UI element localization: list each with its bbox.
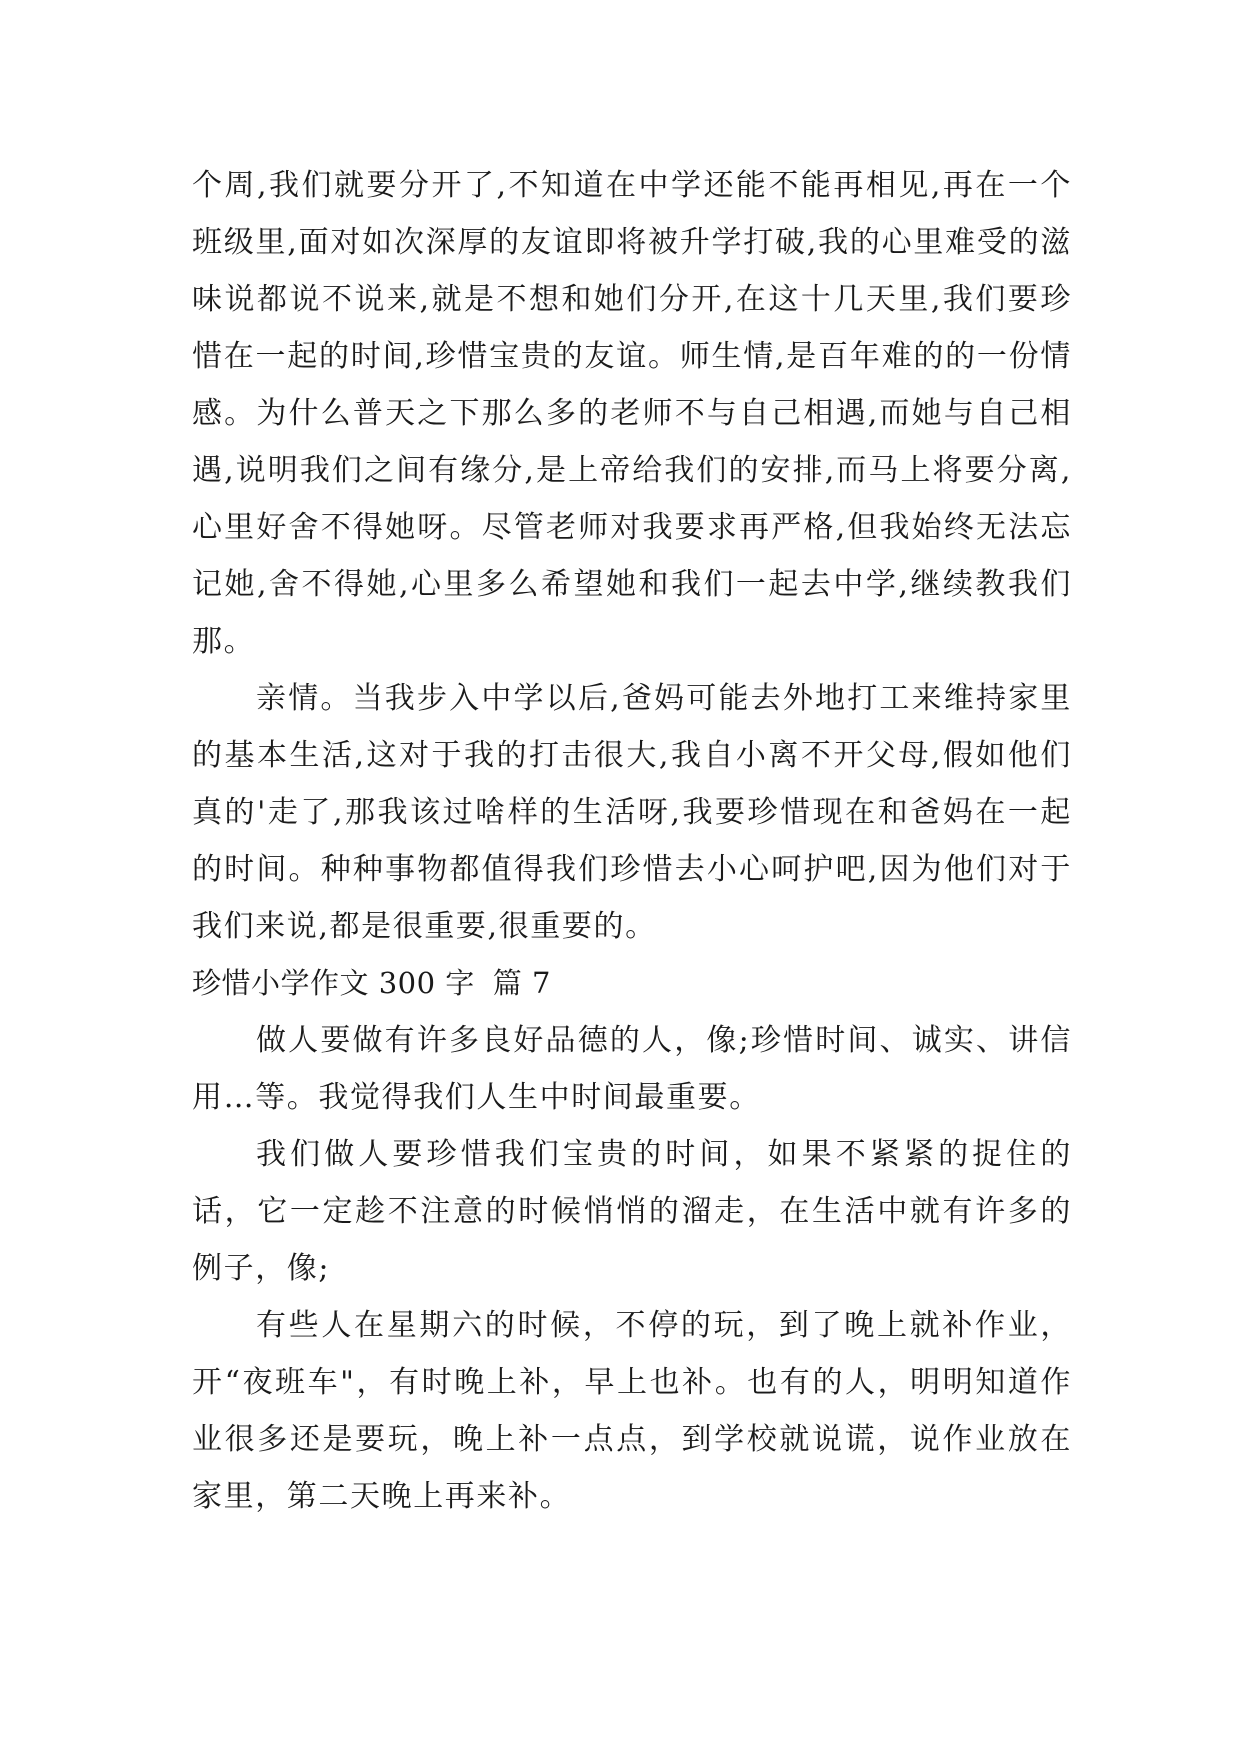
paragraph-saturday: 有些人在星期六的时候，不停的玩，到了晚上就补作业，开“夜班车"，有时晚上补，早上也补。也有的人，明明知道作业很多还是要玩，晚上补一点点，到学校就说谎，说作业放在家里，第二天晚上再来补。 xyxy=(192,1308,1072,1514)
essay-number-label: 篇 7 xyxy=(492,966,551,1000)
paragraph-family: 亲情。当我步入中学以后,爸妈可能去外地打工来维持家里的基本生活,这对于我的打击很大,我自小离不开父母,假如他们真的'走了,那我该过啥样的生活呀,我要珍惜现在和爸妈在一起的时间。种种事物都值得我们珍惜去小心呵护吧,因为他们对于我们来说,都是很重要,很重要的。 xyxy=(192,681,1072,944)
essay-heading xyxy=(192,955,1072,1012)
essay-title: 珍惜小学作文 300 字 xyxy=(192,966,475,1000)
paragraph-friendship-teacher: 个周,我们就要分开了,不知道在中学还能不能再相见,再在一个班级里,面对如次深厚的友谊即将被升学打破,我的心里难受的滋味说都说不说来,就是不想和她们分开,在这十几天里,我们要珍惜在一起的时间,珍惜宝贵的友谊。师生情,是百年难的的一份情感。为什么普天之下那么多的老师不与自己相遇,而她与自己相遇,说明我们之间有缘分,是上帝给我们的安排,而马上将要分离,心里好舍不得她呀。尽管老师对我要求再严格,但我始终无法忘记她,舍不得她,心里多么希望她和我们一起去中学,继续教我们那。 xyxy=(192,168,1072,659)
document-body xyxy=(192,157,1072,1525)
paragraph-virtues: 做人要做有许多良好品德的人，像;珍惜时间、诚实、讲信用…等。我觉得我们人生中时间最重要。 xyxy=(192,1023,1072,1115)
paragraph-cherish-time: 我们做人要珍惜我们宝贵的时间，如果不紧紧的捉住的话，它一定趁不注意的时候悄悄的溜走，在生活中就有许多的例子，像; xyxy=(192,1137,1072,1286)
